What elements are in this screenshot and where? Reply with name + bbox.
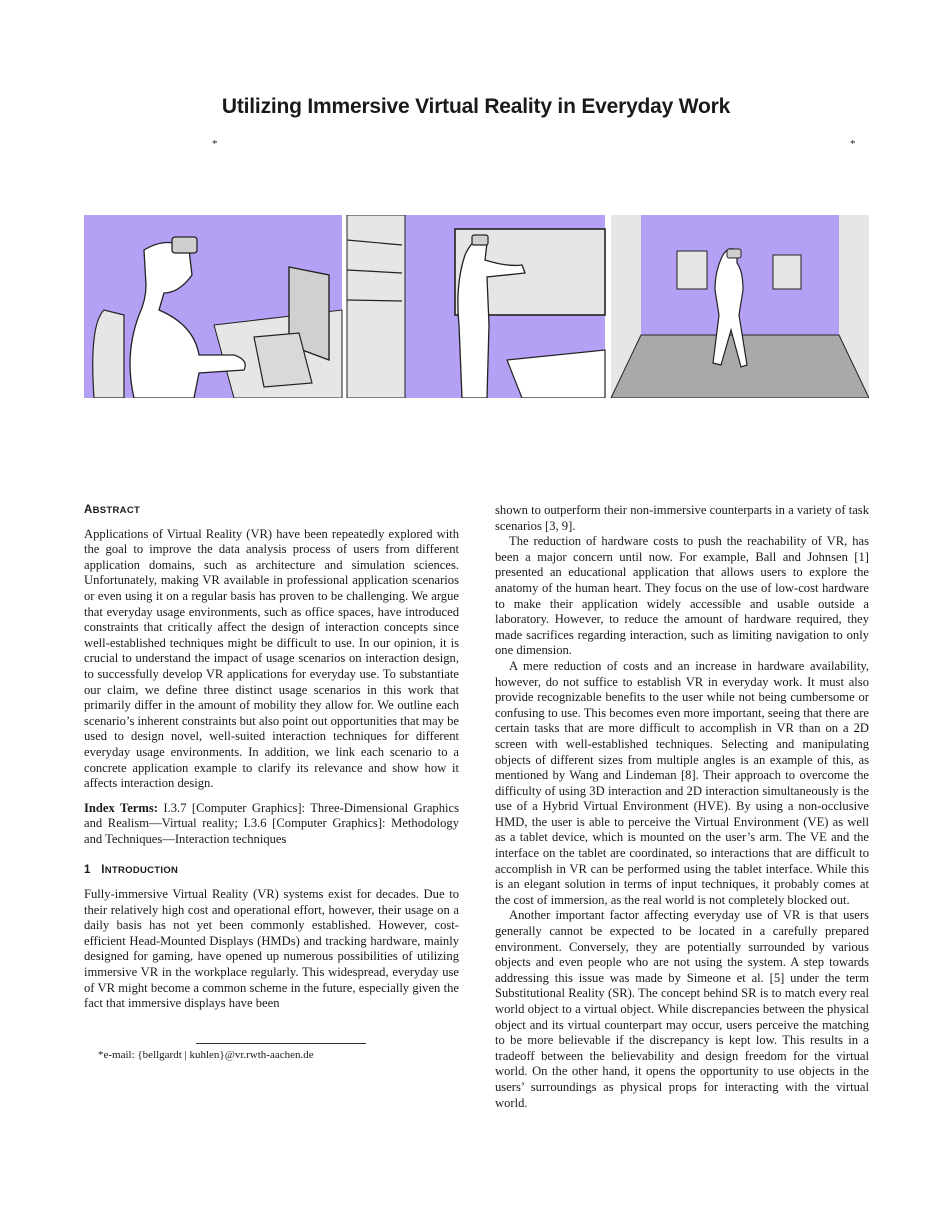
teaser-figure bbox=[84, 215, 869, 398]
introduction-paragraph: Fully-immersive Virtual Reality (VR) systems exist for decades. Due to their relatively high cost and operational effort, however, their usage on a daily basis has not yet been commonly established. However, cost-efficient Head-Mounted Displays (HMDs) and tracking hardware, mainly designed for gaming, have opened up numerous possibilities of utilizing immersive VR in the workplace regularly. This widespread, everyday use of VR might become a common scheme in the future, especially given the fact that immersive displays have been bbox=[84, 887, 459, 1011]
author-mark-right: * bbox=[850, 138, 856, 150]
footnote-rule bbox=[196, 1043, 366, 1044]
right-column bbox=[495, 503, 869, 1111]
author-mark-left: * bbox=[212, 138, 218, 150]
panel-walking-room bbox=[611, 215, 869, 398]
index-terms: Index Terms: I.3.7 [Computer Graphics]: Three-Dimensional Graphics and Realism—Virtual reality; I.3.6 [Computer Graphics]: Methodology and Techniques—Interaction techniques bbox=[84, 800, 460, 846]
panel-standing-wall bbox=[347, 215, 605, 398]
right-paragraph-1: The reduction of hardware costs to push the reachability of VR, has been a major concern until now. For example, Ball and Johnsen [1] presented an educational application that allows users to explore the anatomy of the human heart. They focus on the use of low-cost hardware to make their application widely accessible and usable outside a laboratory. However, to reduce the amount of hardware required, they made sacrifices regarding interaction, such as limiting navigation to only one dimension. bbox=[495, 534, 869, 658]
abstract-heading: ABSTRACT bbox=[84, 504, 141, 516]
panel-seated-desk bbox=[84, 215, 342, 398]
footnote: *e-mail: {bellgardt | kuhlen}@vr.rwth-aachen.de bbox=[98, 1049, 314, 1061]
right-paragraph-3: Another important factor affecting everyday use of VR is that users generally cannot be expected to be located in a carefully prepared environment. Conversely, they are potentially surrounded by various objects and even people who are not using the system. A step towards addressing this issue was made by Simeone et al. [5] under the term Substitutional Reality (SR). The concept behind SR is to match every real world object to a virtual object. While discrepancies between the physical object and its virtual counterpart may occur, users perceive the matching to be more believable if the discrepancy is kept low. This results in a tradeoff between the believability and design freedom for the virtual world. On the other hand, it opens the opportunity to use objects in the users’ surroundings as physical props for interacting with the virtual world. bbox=[495, 908, 869, 1110]
right-paragraph-0: shown to outperform their non-immersive counterparts in a variety of task scenarios [3, 9]. bbox=[495, 503, 869, 533]
paper-title: Utilizing Immersive Virtual Reality in Everyday Work bbox=[221, 95, 731, 118]
introduction-heading: 1 INTRODUCTION bbox=[84, 864, 179, 877]
right-paragraph-2: A mere reduction of costs and an increase in hardware availability, however, do not suffice to establish VR in everyday work. It must also provide recognizable benefits to the user while not being cumbersome or confusing to use. This becomes even more important, seeing that there are certain tasks that are more difficult to accomplish in VR than on a 2D screen with well-established techniques. Selecting and manipulating objects of different sizes from multiple angles is an example of this, as mentioned by Wang and Lindeman [8]. Their approach to overcome the difficulty of using 3D interaction and 2D interaction simultaneously is the use of a Hybrid Virtual Environment (HVE). By using a non-occlusive HMD, the user is able to perceive the Virtual Environment (VE) as well as a tablet device, which is mounted on the user’s arm. The VE and the interface on the tablet are coordinated, so interactions that are difficult to accomplish in VR can be performed using the tablet interface. While this is an elegant solution in terms of input techniques, it probably comes at the cost of immersion, as the real world is not completely blocked out. bbox=[495, 658, 869, 907]
left-column bbox=[84, 503, 459, 1012]
abstract-text: Applications of Virtual Reality (VR) have been repeatedly explored with the goal to improve the data analysis process of users from different application domains, such as architecture and simulation sciences. Unfortunately, making VR available in professional application scenarios or even using it on a regular basis has proven to be challenging. We argue that everyday usage environments, such as office spaces, have introduced constraints that critically affect the design of interaction concepts since well-established techniques might be difficult to use. In our opinion, it is crucial to understand the impact of usage scenarios on interaction design, to successfully develop VR applications for everyday use. To substantiate our claim, we define three distinct usage scenarios in this work that primarily differ in the amount of mobility they allow for. We outline each scenario’s inherent constraints but also point out opportunities that may be used to design novel, well-suited interaction techniques for different everyday usage environments. In addition, we link each scenario to a concrete application example to clarify its relevance and show how it affects interaction design. bbox=[84, 526, 459, 791]
